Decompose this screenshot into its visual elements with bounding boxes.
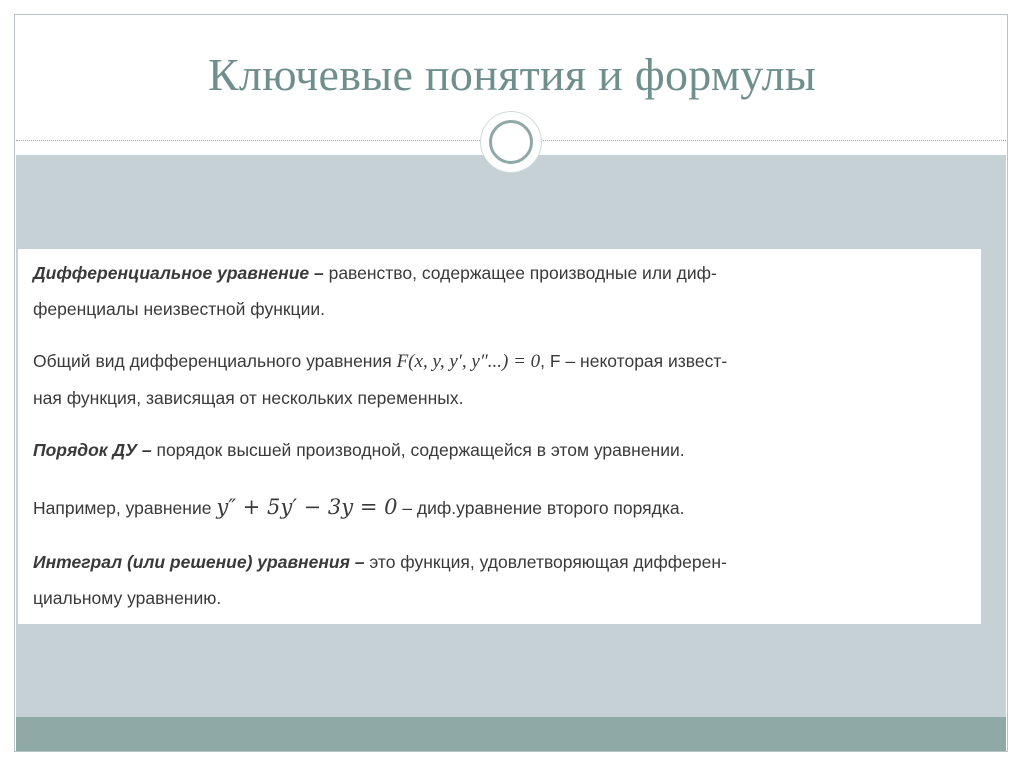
decorative-ring-icon xyxy=(481,112,541,172)
example-text: Например, уравнение xyxy=(33,498,217,518)
general-form xyxy=(33,343,727,416)
slide-title: Ключевые понятия и формулы xyxy=(207,49,817,100)
general-form-text: , F – некоторая извест- xyxy=(540,351,728,371)
definition-differential-equation xyxy=(33,255,717,327)
general-form-text: ная функция, зависящая от нескольких переменных. xyxy=(33,388,464,408)
general-form-formula: F(x, y, y′, y″...) = 0 xyxy=(396,351,541,372)
footer-bar xyxy=(16,717,1006,751)
term-integral: Интеграл (или решение) уравнения – xyxy=(33,552,365,572)
general-form-text: Общий вид дифференциального уравнения xyxy=(33,351,397,371)
definition-text: порядок высшей производной, содержащейся в этом уравнении. xyxy=(151,440,685,460)
example-equation xyxy=(33,489,685,526)
term-order: Порядок ДУ – xyxy=(33,440,152,460)
definition-text: это функция, удовлетворяющая дифферен- xyxy=(364,552,727,572)
definition-text: ференциалы неизвестной функции. xyxy=(33,299,325,319)
definition-text: циальному уравнению. xyxy=(33,588,222,608)
term-differential-equation: Дифференциальное уравнение – xyxy=(33,263,324,283)
example-formula: y″ + 5y′ − 3y = 0 xyxy=(216,495,398,519)
definitions-card xyxy=(18,249,981,624)
example-text: – диф.уравнение второго порядка. xyxy=(397,498,685,518)
definition-integral xyxy=(33,544,727,616)
definition-text: равенство, содержащее производные или диф- xyxy=(323,263,717,283)
definition-order xyxy=(33,432,685,468)
